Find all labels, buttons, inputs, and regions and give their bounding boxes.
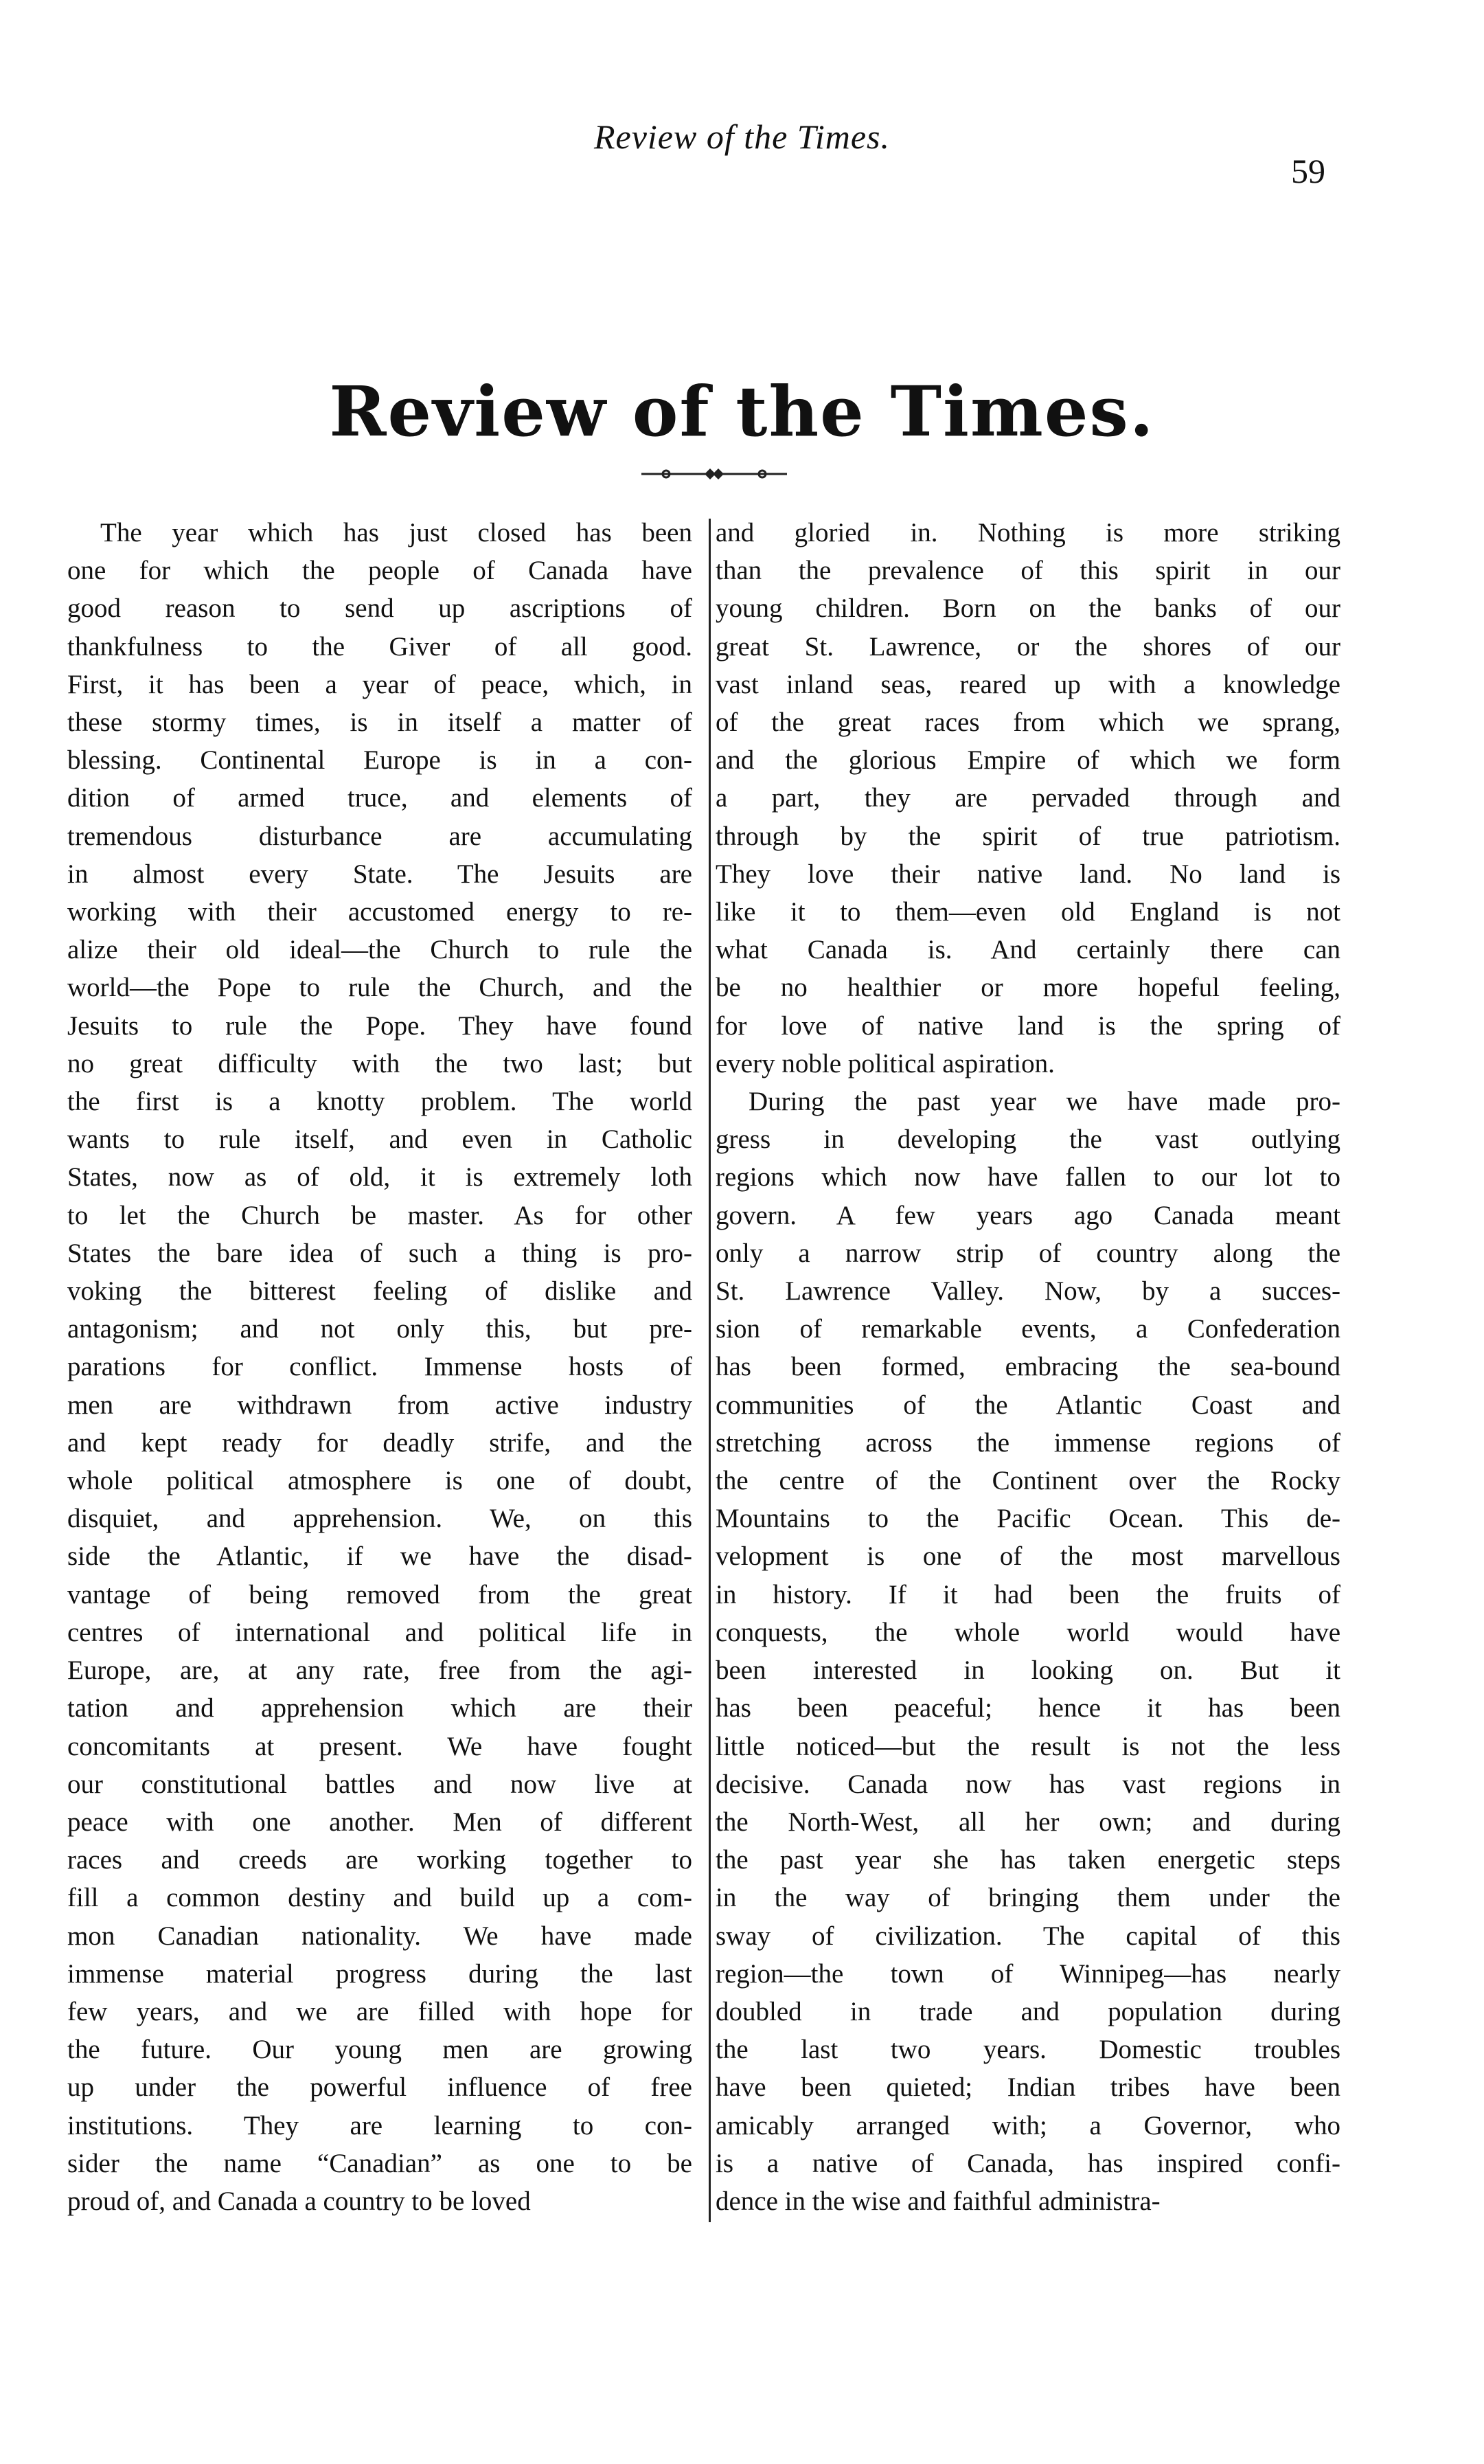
column-divider	[709, 519, 711, 2222]
text-line: doubled in trade and population during	[716, 1996, 1340, 2026]
text-line: only a narrow strip of country along the	[716, 1238, 1340, 1268]
left-column	[67, 514, 692, 2220]
text-line: the past year she has taken energetic steps	[716, 1845, 1340, 1875]
text-line: up under the powerful influence of free	[67, 2072, 692, 2103]
text-line: decisive. Canada now has vast regions in	[716, 1769, 1340, 1799]
page-number: 59	[1291, 152, 1325, 190]
text-line: Jesuits to rule the Pope. They have found	[67, 1010, 692, 1041]
text-line: every noble political aspiration.	[716, 1048, 1055, 1078]
text-line: been interested in looking on. But it	[716, 1655, 1340, 1686]
text-line: peace with one another. Men of different	[67, 1807, 692, 1837]
text-line: of the great races from which we sprang,	[716, 708, 1340, 738]
text-line: the future. Our young men are growing	[67, 2035, 692, 2065]
text-line: centres of international and political life in	[67, 1617, 692, 1647]
text-line: gress in developing the vast outlying	[716, 1124, 1340, 1155]
text-line: region—the town of Winnipeg—has nearly	[716, 1958, 1340, 1989]
text-line: Mountains to the Pacific Ocean. This de-	[716, 1504, 1340, 1534]
text-line: little noticed—but the result is not the less	[716, 1731, 1340, 1761]
text-line: whole political atmosphere is one of doubt,	[67, 1466, 692, 1496]
text-line: the centre of the Continent over the Rocky	[716, 1466, 1340, 1496]
text-line: conquests, the whole world would have	[716, 1617, 1340, 1647]
text-line: States the bare idea of such a thing is pro-	[67, 1238, 692, 1268]
text-line: The year which has just closed has been	[100, 518, 692, 547]
text-line: and the glorious Empire of which we form	[716, 745, 1340, 776]
text-line: world—the Pope to rule the Church, and the	[67, 973, 692, 1003]
text-line: mon Canadian nationality. We have made	[67, 1921, 692, 1951]
text-line: a part, they are pervaded through and	[716, 783, 1340, 813]
text-line: tremendous disturbance are accumulating	[67, 821, 692, 851]
text-line: velopment is one of the most marvellous	[716, 1541, 1340, 1572]
text-line: what Canada is. And certainly there can	[716, 935, 1340, 965]
text-line: vast inland seas, reared up with a knowledge	[716, 669, 1340, 699]
text-line: voking the bitterest feeling of dislike and	[67, 1276, 692, 1307]
text-line: amicably arranged with; a Governor, who	[716, 2110, 1340, 2140]
text-line: regions which now have fallen to our lot to	[716, 1162, 1340, 1193]
text-line: be no healthier or more hopeful feeling,	[716, 973, 1340, 1003]
text-line: dition of armed truce, and elements of	[67, 783, 692, 813]
text-line: concomitants at present. We have fought	[67, 1731, 692, 1761]
text-line: has been formed, embracing the sea-bound	[716, 1352, 1340, 1382]
text-line: antagonism; and not only this, but pre-	[67, 1314, 692, 1344]
text-line: communities of the Atlantic Coast and	[716, 1390, 1340, 1420]
text-line: immense material progress during the last	[67, 1958, 692, 1989]
text-line: disquiet, and apprehension. We, on this	[67, 1504, 692, 1534]
text-line: thankfulness to the Giver of all good.	[67, 631, 692, 662]
text-line: in history. If it had been the fruits of	[716, 1579, 1340, 1609]
text-line: than the prevalence of this spirit in our	[716, 556, 1340, 586]
text-line: in almost every State. The Jesuits are	[67, 859, 692, 889]
text-line: stretching across the immense regions of	[716, 1427, 1340, 1458]
text-line: these stormy times, is in itself a matter of	[67, 708, 692, 738]
text-line: no great difficulty with the two last; but	[67, 1048, 692, 1078]
text-line: sion of remarkable events, a Confederation	[716, 1314, 1340, 1344]
text-line: sider the name “Canadian” as one to be	[67, 2148, 692, 2178]
text-line: fill a common destiny and build up a com-	[67, 1883, 692, 1913]
text-line: vantage of being removed from the great	[67, 1579, 692, 1609]
running-head: Review of the Times.	[593, 117, 891, 156]
text-line: few years, and we are filled with hope for	[67, 1996, 692, 2026]
text-line: men are withdrawn from active industry	[67, 1390, 692, 1420]
text-line: is a native of Canada, has inspired confi-	[716, 2148, 1340, 2178]
text-line: young children. Born on the banks of our	[716, 594, 1340, 624]
text-line: parations for conflict. Immense hosts of	[67, 1352, 692, 1382]
text-line: and gloried in. Nothing is more striking	[716, 518, 1340, 547]
text-line: has been peaceful; hence it has been	[716, 1693, 1340, 1723]
text-line: through by the spirit of true patriotism.	[716, 821, 1340, 851]
text-line: proud of, and Canada a country to be loved	[67, 2186, 531, 2216]
text-line: and kept ready for deadly strife, and the	[67, 1427, 692, 1458]
right-column	[716, 514, 1340, 2220]
text-line: our constitutional battles and now live at	[67, 1769, 692, 1799]
text-line: During the past year we have made pro-	[749, 1087, 1340, 1117]
text-line: blessing. Continental Europe is in a con-	[67, 745, 692, 776]
text-line: govern. A few years ago Canada meant	[716, 1200, 1340, 1230]
text-line: States, now as of old, it is extremely loth	[67, 1162, 692, 1193]
text-line: tation and apprehension which are their	[67, 1693, 692, 1723]
text-line: sway of civilization. The capital of this	[716, 1921, 1340, 1951]
text-line: institutions. They are learning to con-	[67, 2110, 692, 2140]
text-line: the last two years. Domestic troubles	[716, 2035, 1340, 2065]
text-line: alize their old ideal—the Church to rule the	[67, 935, 692, 965]
text-line: good reason to send up ascriptions of	[67, 594, 692, 624]
text-line: like it to them—even old England is not	[716, 897, 1340, 927]
text-line: working with their accustomed energy to re-	[67, 897, 692, 927]
text-line: dence in the wise and faithful administra-	[716, 2186, 1161, 2216]
text-line: to let the Church be master. As for other	[67, 1200, 692, 1230]
text-line: St. Lawrence Valley. Now, by a succes-	[716, 1276, 1340, 1307]
text-line: great St. Lawrence, or the shores of our	[716, 631, 1340, 662]
text-line: First, it has been a year of peace, which, in	[67, 669, 692, 699]
page-title: Review of the Times.	[329, 371, 1155, 452]
text-line: for love of native land is the spring of	[716, 1010, 1340, 1041]
title-ornament	[639, 464, 790, 484]
text-line: wants to rule itself, and even in Catholic	[67, 1124, 692, 1155]
text-line: in the way of bringing them under the	[716, 1883, 1340, 1913]
text-line: have been quieted; Indian tribes have been	[716, 2072, 1340, 2103]
text-line: side the Atlantic, if we have the disad-	[67, 1541, 692, 1572]
text-line: one for which the people of Canada have	[67, 556, 692, 586]
text-line: the North-West, all her own; and during	[716, 1807, 1340, 1837]
text-line: races and creeds are working together to	[67, 1845, 692, 1875]
text-line: the first is a knotty problem. The world	[67, 1087, 692, 1117]
text-line: Europe, are, at any rate, free from the agi-	[67, 1655, 692, 1686]
text-line: They love their native land. No land is	[716, 859, 1340, 889]
